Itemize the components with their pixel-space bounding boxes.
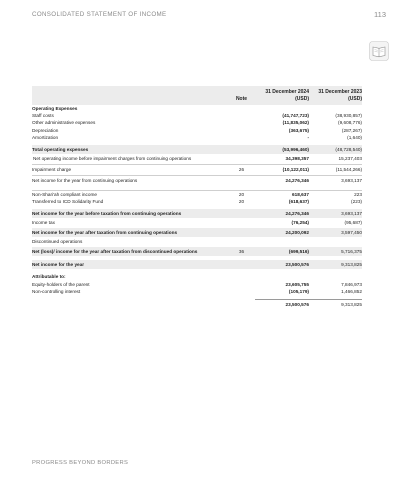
value-2023: (11,544,266) — [309, 165, 362, 176]
value-2023: 3,597,450 — [309, 228, 362, 237]
value-2024: 24,200,092 — [255, 228, 309, 237]
operating-expenses-heading-row — [32, 105, 362, 112]
table-row — [32, 154, 362, 165]
footer-tagline: PROGRESS BEYOND BORDERS — [32, 460, 129, 466]
row-note — [228, 127, 255, 134]
value-2023: (287,267) — [341, 127, 362, 133]
value-2023: 9,313,825 — [309, 300, 362, 311]
row-note — [228, 228, 255, 237]
row-note — [228, 119, 255, 126]
value-2024: (618,637) — [288, 199, 309, 205]
value-2023: 1,466,852 — [341, 288, 362, 294]
value-2024: (10,122,011) — [255, 165, 309, 176]
value-2024: 618,637 — [255, 191, 309, 199]
value-2024: 34,398,357 — [285, 156, 309, 162]
value-2023: 3,693,137 — [309, 209, 362, 218]
value-2023: 223 — [309, 191, 362, 199]
row-label: Non-controlling interest — [32, 288, 81, 294]
table-row — [32, 165, 362, 176]
value-2024: (363,675) — [288, 127, 309, 133]
value-2024: (53,996,460) — [255, 145, 309, 154]
row-label: Total operating expenses — [32, 145, 228, 154]
table-row — [32, 119, 362, 126]
value-2024: (105,179) — [288, 288, 309, 294]
row-note — [228, 300, 255, 311]
row-note: 20 — [228, 191, 255, 199]
label-column-header — [32, 86, 228, 105]
row-note — [228, 218, 255, 228]
value-2023: (1,640) — [347, 134, 362, 140]
value-2023: 9,313,825 — [309, 260, 362, 269]
total-operating-expenses-row — [32, 145, 362, 154]
row-note — [228, 112, 255, 119]
value-2024: 24,276,346 — [255, 209, 309, 218]
attributable-heading-row — [32, 273, 362, 280]
row-label: Non-Shari'ah compliant income — [32, 191, 228, 199]
grand-total-row — [32, 300, 362, 311]
value-2023: 5,716,375 — [309, 247, 362, 256]
table-row — [32, 288, 362, 295]
row-note: 20 — [238, 199, 245, 205]
value-2023: 15,237,403 — [338, 156, 362, 162]
row-note: 26 — [228, 165, 255, 176]
table-row — [32, 198, 362, 205]
table-row — [32, 134, 362, 141]
net-income-after-tax-row — [32, 228, 362, 237]
table-row — [32, 191, 362, 199]
value-2023: (9,608,776) — [338, 120, 362, 126]
report-section-title: CONSOLIDATED STATEMENT OF INCOME — [32, 11, 167, 18]
row-label: Discontinued operations — [32, 239, 83, 245]
value-2023: (48,728,540) — [309, 145, 362, 154]
value-2023: 3,693,137 — [309, 176, 362, 187]
row-note — [228, 260, 255, 269]
row-label: Other administrative expenses — [32, 120, 96, 126]
open-book-icon[interactable] — [369, 41, 389, 61]
row-label: Operating Expenses — [32, 106, 78, 111]
row-label: Net income for the year after taxation from continuing operations — [32, 228, 228, 237]
row-note — [228, 154, 255, 165]
discontinued-operations-row — [32, 247, 362, 256]
page-number: 113 — [374, 10, 386, 19]
column-header-2023: 31 December 2023 (USD) — [309, 86, 362, 105]
table-row — [32, 281, 362, 288]
row-label: Net income for the year — [32, 260, 228, 269]
row-label: Net income for the year from continuing operations — [32, 176, 228, 187]
net-income-before-tax-row — [32, 209, 362, 218]
income-statement-table — [32, 86, 362, 310]
row-label: Attributable to: — [32, 274, 66, 280]
row-label: Staff costs — [32, 113, 54, 119]
row-label: Net income for the year before taxation from continuing operations — [32, 209, 228, 218]
table-row — [32, 127, 362, 134]
value-2024: (76,254) — [291, 220, 309, 226]
row-note: 36 — [228, 247, 255, 256]
row-note — [228, 281, 255, 288]
table-header-row — [32, 86, 362, 105]
value-2024: 24,276,346 — [255, 176, 309, 187]
net-income-year-row — [32, 260, 362, 269]
row-label: Transferred to ICD Solidarity Fund — [32, 199, 104, 205]
row-note — [228, 209, 255, 218]
row-note — [228, 145, 255, 154]
table-row — [32, 218, 362, 228]
note-column-header: Note — [228, 86, 255, 105]
value-2024: 23,500,576 — [255, 300, 309, 311]
row-note — [228, 134, 255, 141]
row-note — [228, 288, 255, 295]
table-row — [32, 112, 362, 119]
row-label: Net (loss)/ income for the year after taxation from discontinued operations — [32, 247, 228, 256]
value-2024: - — [307, 134, 309, 140]
row-label: Impairment charge — [32, 165, 228, 176]
row-label: Equity-holders of the parent — [32, 281, 90, 287]
row-label — [32, 300, 228, 311]
value-2024: 23,605,755 — [285, 281, 309, 287]
discontinued-heading-row — [32, 237, 362, 247]
table-row — [32, 176, 362, 187]
value-2024: (41,747,723) — [282, 113, 309, 119]
value-2024: 23,500,576 — [255, 260, 309, 269]
row-label: Amortization — [32, 134, 59, 140]
row-label: Income tax — [32, 220, 55, 226]
column-header-2024: 31 December 2024 (USD) — [255, 86, 309, 105]
row-label: Net operating income before impairment charges from continuing operations — [33, 156, 192, 162]
value-2024: (699,516) — [255, 247, 309, 256]
value-2024: (11,835,062) — [282, 120, 309, 126]
value-2023: (38,930,857) — [335, 113, 362, 119]
value-2023: 7,846,973 — [341, 281, 362, 287]
row-note — [228, 176, 255, 187]
row-label: Depreciation — [32, 127, 59, 133]
value-2023: (95,687) — [344, 220, 362, 226]
value-2023: (223) — [351, 199, 362, 205]
